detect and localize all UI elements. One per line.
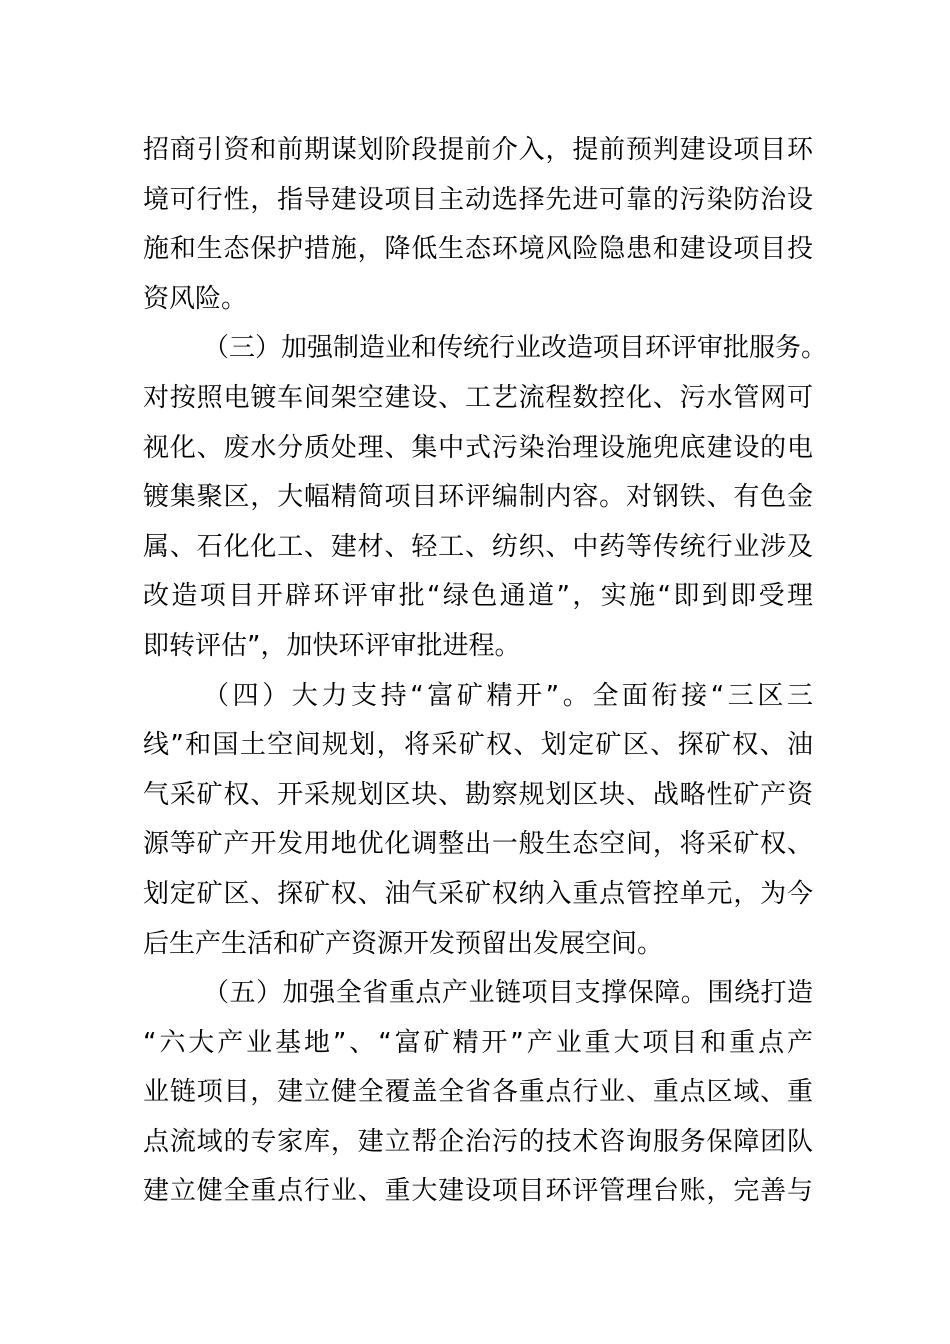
text-line: “六大产业基地”、“富矿精开”产业重大项目和重点产 — [143, 1027, 813, 1058]
text-line: 招商引资和前期谋划阶段提前介入，提前预判建设项目环 — [143, 135, 813, 165]
text-line: 改造项目开辟环评审批“绿色通道”，实施“即到即受理 — [143, 581, 813, 612]
text-line: 气采矿权、开采规划区块、勘察规划区块、战略性矿产资 — [143, 779, 813, 810]
text-line: 建立健全重点行业、重大建设项目环评管理台账，完善与 — [143, 1176, 813, 1207]
text-line: 即转评估”，加快环评审批进程。 — [143, 630, 521, 661]
text-line: 业链项目，建立健全覆盖全省各重点行业、重点区域、重 — [143, 1077, 813, 1108]
text-line: 资风险。 — [143, 283, 248, 314]
section-heading-line: （五）加强全省重点产业链项目支撑保障。围绕打造 — [203, 978, 813, 1009]
text-line: 线”和国土空间规划，将采矿权、划定矿区、探矿权、油 — [143, 730, 813, 761]
section-heading-line: （四）大力支持“富矿精开”。全面衔接“三区三 — [203, 680, 813, 711]
text-line: 源等矿产开发用地优化调整出一般生态空间，将采矿权、 — [143, 829, 813, 860]
text-line: 划定矿区、探矿权、油气采矿权纳入重点管控单元，为今 — [143, 878, 813, 909]
text-line: 对按照电镀车间架空建设、工艺流程数控化、污水管网可 — [143, 382, 813, 413]
text-line: 境可行性，指导建设项目主动选择先进可靠的污染防治设 — [143, 184, 813, 215]
text-line: 后生产生活和矿产资源开发预留出发展空间。 — [143, 928, 664, 959]
section-heading-line: （三）加强制造业和传统行业改造项目环评审批服务。 — [203, 333, 828, 364]
text-line: 视化、废水分质处理、集中式污染治理设施兜底建设的电 — [143, 432, 813, 463]
body-text — [143, 126, 828, 1217]
text-line: 施和生态保护措施，降低生态环境风险隐患和建设项目投 — [143, 234, 813, 265]
text-line: 镀集聚区，大幅精简项目环评编制内容。对钢铁、有色金 — [143, 482, 813, 513]
text-line: 点流域的专家库，建立帮企治污的技术咨询服务保障团队 — [143, 1126, 813, 1157]
text-line: 属、石化化工、建材、轻工、纺织、中药等传统行业涉及 — [143, 531, 813, 562]
